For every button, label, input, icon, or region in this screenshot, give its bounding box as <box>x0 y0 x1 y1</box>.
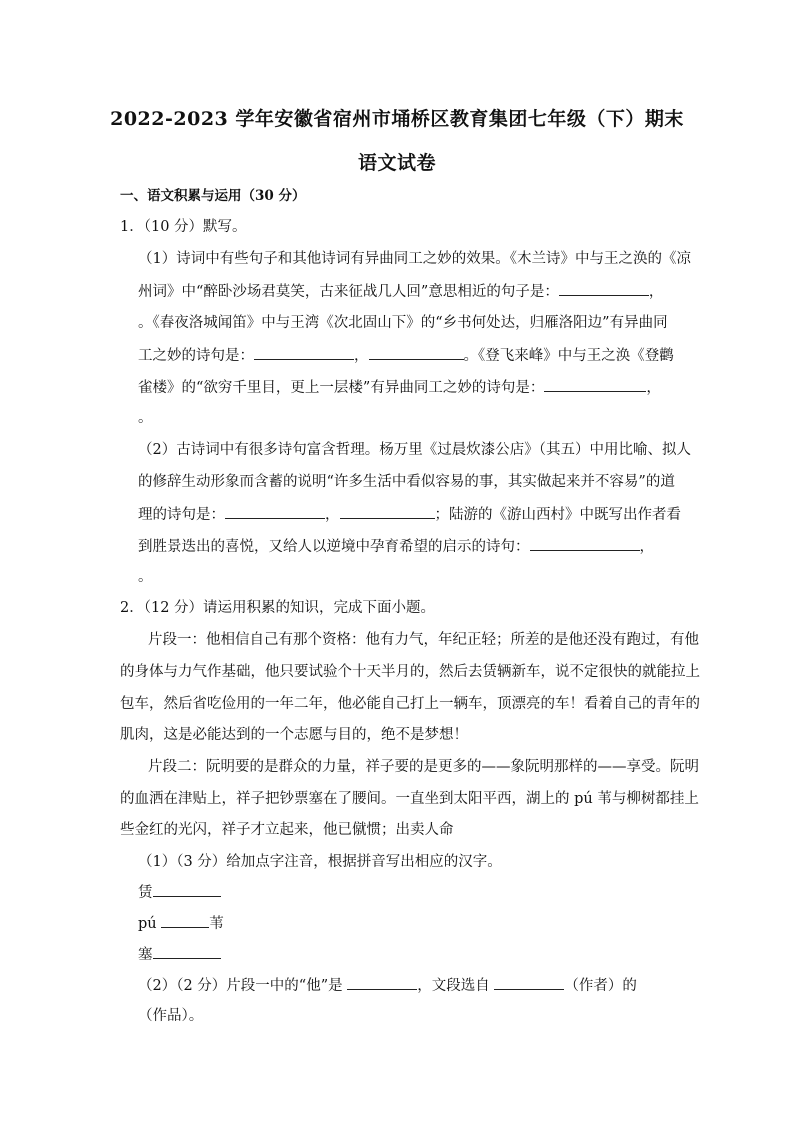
q1-p1-line6: 。 <box>138 410 153 426</box>
answer-blank[interactable] <box>494 975 564 990</box>
q2-para1-line3: 包车，然后省吃俭用的一年二年，他必能自己打上一辆车，顶漂亮的车！看着自己的青年的 <box>120 696 700 712</box>
q2-stem: 2．（12 分）请运用积累的知识，完成下面小题。 <box>120 600 436 616</box>
q2-char2-row <box>138 913 224 934</box>
answer-blank[interactable] <box>161 913 209 928</box>
q1-p1-line2 <box>138 281 663 302</box>
q2-sub2-text-b: ，文段选自 <box>417 978 490 994</box>
answer-blank[interactable] <box>544 377 646 392</box>
q1-p1-line1: （1）诗词中有些句子和其他诗词有异曲同工之妙的效果。《木兰诗》中与王之涣的《凉 <box>138 251 691 267</box>
q1-p2-line3-tail: ；陆游的《游山西村》中既写出作者看 <box>434 507 681 523</box>
q1-p1-line5-text: 雀楼》的“欲穷千里目，更上一层楼”有异曲同工之妙的诗句是： <box>138 380 545 396</box>
q2-para1-line1: 片段一：他相信自己有那个资格：他有力气，年纪正轻；所差的是他还没有跑过，有他 <box>148 632 699 648</box>
q1-stem: 1．（10 分）默写。 <box>120 219 247 235</box>
q2-char1-row <box>138 882 221 903</box>
punct: ， <box>646 380 661 396</box>
q1-p1-line4-text: 工之妙的诗句是： <box>138 348 254 364</box>
q1-p2-line4-text: 到胜景迭出的喜悦，又给人以逆境中孕育希望的启示的诗句： <box>138 539 530 555</box>
q1-p1-line2-text: 州词》中“醉卧沙场君莫笑，古来征战几人回”意思相近的句子是： <box>138 284 559 300</box>
q1-p1-line5 <box>138 377 661 398</box>
char2-pinyin: pú <box>138 916 157 932</box>
q2-sub2-text-c: （作者）的 <box>564 978 637 994</box>
exam-title-line1: 2022-2023 学年安徽省宿州市埇桥区教育集团七年级（下）期末 <box>110 108 684 130</box>
punct: ， <box>354 348 369 364</box>
q2-para1-line2: 的身体与力气作基础，他只要试验个十天半月的，然后去赁辆新车，说不定很快的就能拉上 <box>120 664 700 680</box>
answer-blank[interactable] <box>153 882 221 897</box>
punct: ， <box>639 539 654 555</box>
answer-blank[interactable] <box>254 345 354 360</box>
q1-p2-line3 <box>138 504 681 525</box>
punct: ， <box>325 507 340 523</box>
q2-sub2-line1 <box>138 975 637 996</box>
answer-blank[interactable] <box>530 536 640 551</box>
exam-title-line2: 语文试卷 <box>357 152 436 174</box>
q1-p2-line3-text: 理的诗句是： <box>138 507 225 523</box>
char1-label: 赁 <box>138 885 153 901</box>
q1-p2-line4 <box>138 536 654 557</box>
q2-char3-row <box>138 944 221 965</box>
q2-para2-line2: 的血洒在津贴上，祥子把钞票塞在了腰间。一直坐到太阳平西，湖上的 pú 苇与柳树都挂上 <box>120 791 699 807</box>
q1-p1-line4 <box>138 345 674 366</box>
section1-heading: 一、语文积累与运用（30 分） <box>120 188 306 204</box>
q2-para1-line4: 肌肉，这是必能达到的一个志愿与目的，绝不是梦想！ <box>120 727 468 743</box>
answer-blank[interactable] <box>340 504 435 519</box>
q2-para2-line1: 片段二：阮明要的是群众的力量，祥子要的是更多的——象阮明那样的——享受。阮明 <box>148 759 699 775</box>
char2-suffix: 苇 <box>209 916 224 932</box>
q1-p1-line4-tail: 。《登飞来峰》中与王之涣《登鹳 <box>463 348 674 364</box>
q1-p1-line3: 。《春夜洛城闻笛》中与王湾《次北固山下》的“乡书何处达，归雁洛阳边”有异曲同 <box>138 315 668 331</box>
answer-blank[interactable] <box>347 975 417 990</box>
q2-para2-line3: 些金红的光闪，祥子才立起来，他已僦惯；出卖人命 <box>120 822 454 838</box>
punct: ， <box>648 284 664 300</box>
answer-blank[interactable] <box>559 281 649 296</box>
q2-sub2-line2: （作品）。 <box>138 1008 204 1024</box>
q2-sub2-text-a: （2）（2 分）片段一中的“他”是 <box>138 978 343 994</box>
answer-blank[interactable] <box>225 504 325 519</box>
q1-p2-line2: 的修辞生动形象而含蓄的说明“许多生活中看似容易的事，其实做起来并不容易”的道 <box>138 474 675 490</box>
q1-p2-line5: 。 <box>138 569 153 585</box>
char3-label: 塞 <box>138 947 153 963</box>
q2-sub1: （1）（3 分）给加点字注音，根据拼音写出相应的汉字。 <box>138 854 502 870</box>
answer-blank[interactable] <box>369 345 464 360</box>
answer-blank[interactable] <box>153 944 221 959</box>
q1-p2-line1: （2）古诗词中有很多诗句富含哲理。杨万里《过晨炊漆公店》（其五）中用比喻、拟人 <box>138 442 691 458</box>
